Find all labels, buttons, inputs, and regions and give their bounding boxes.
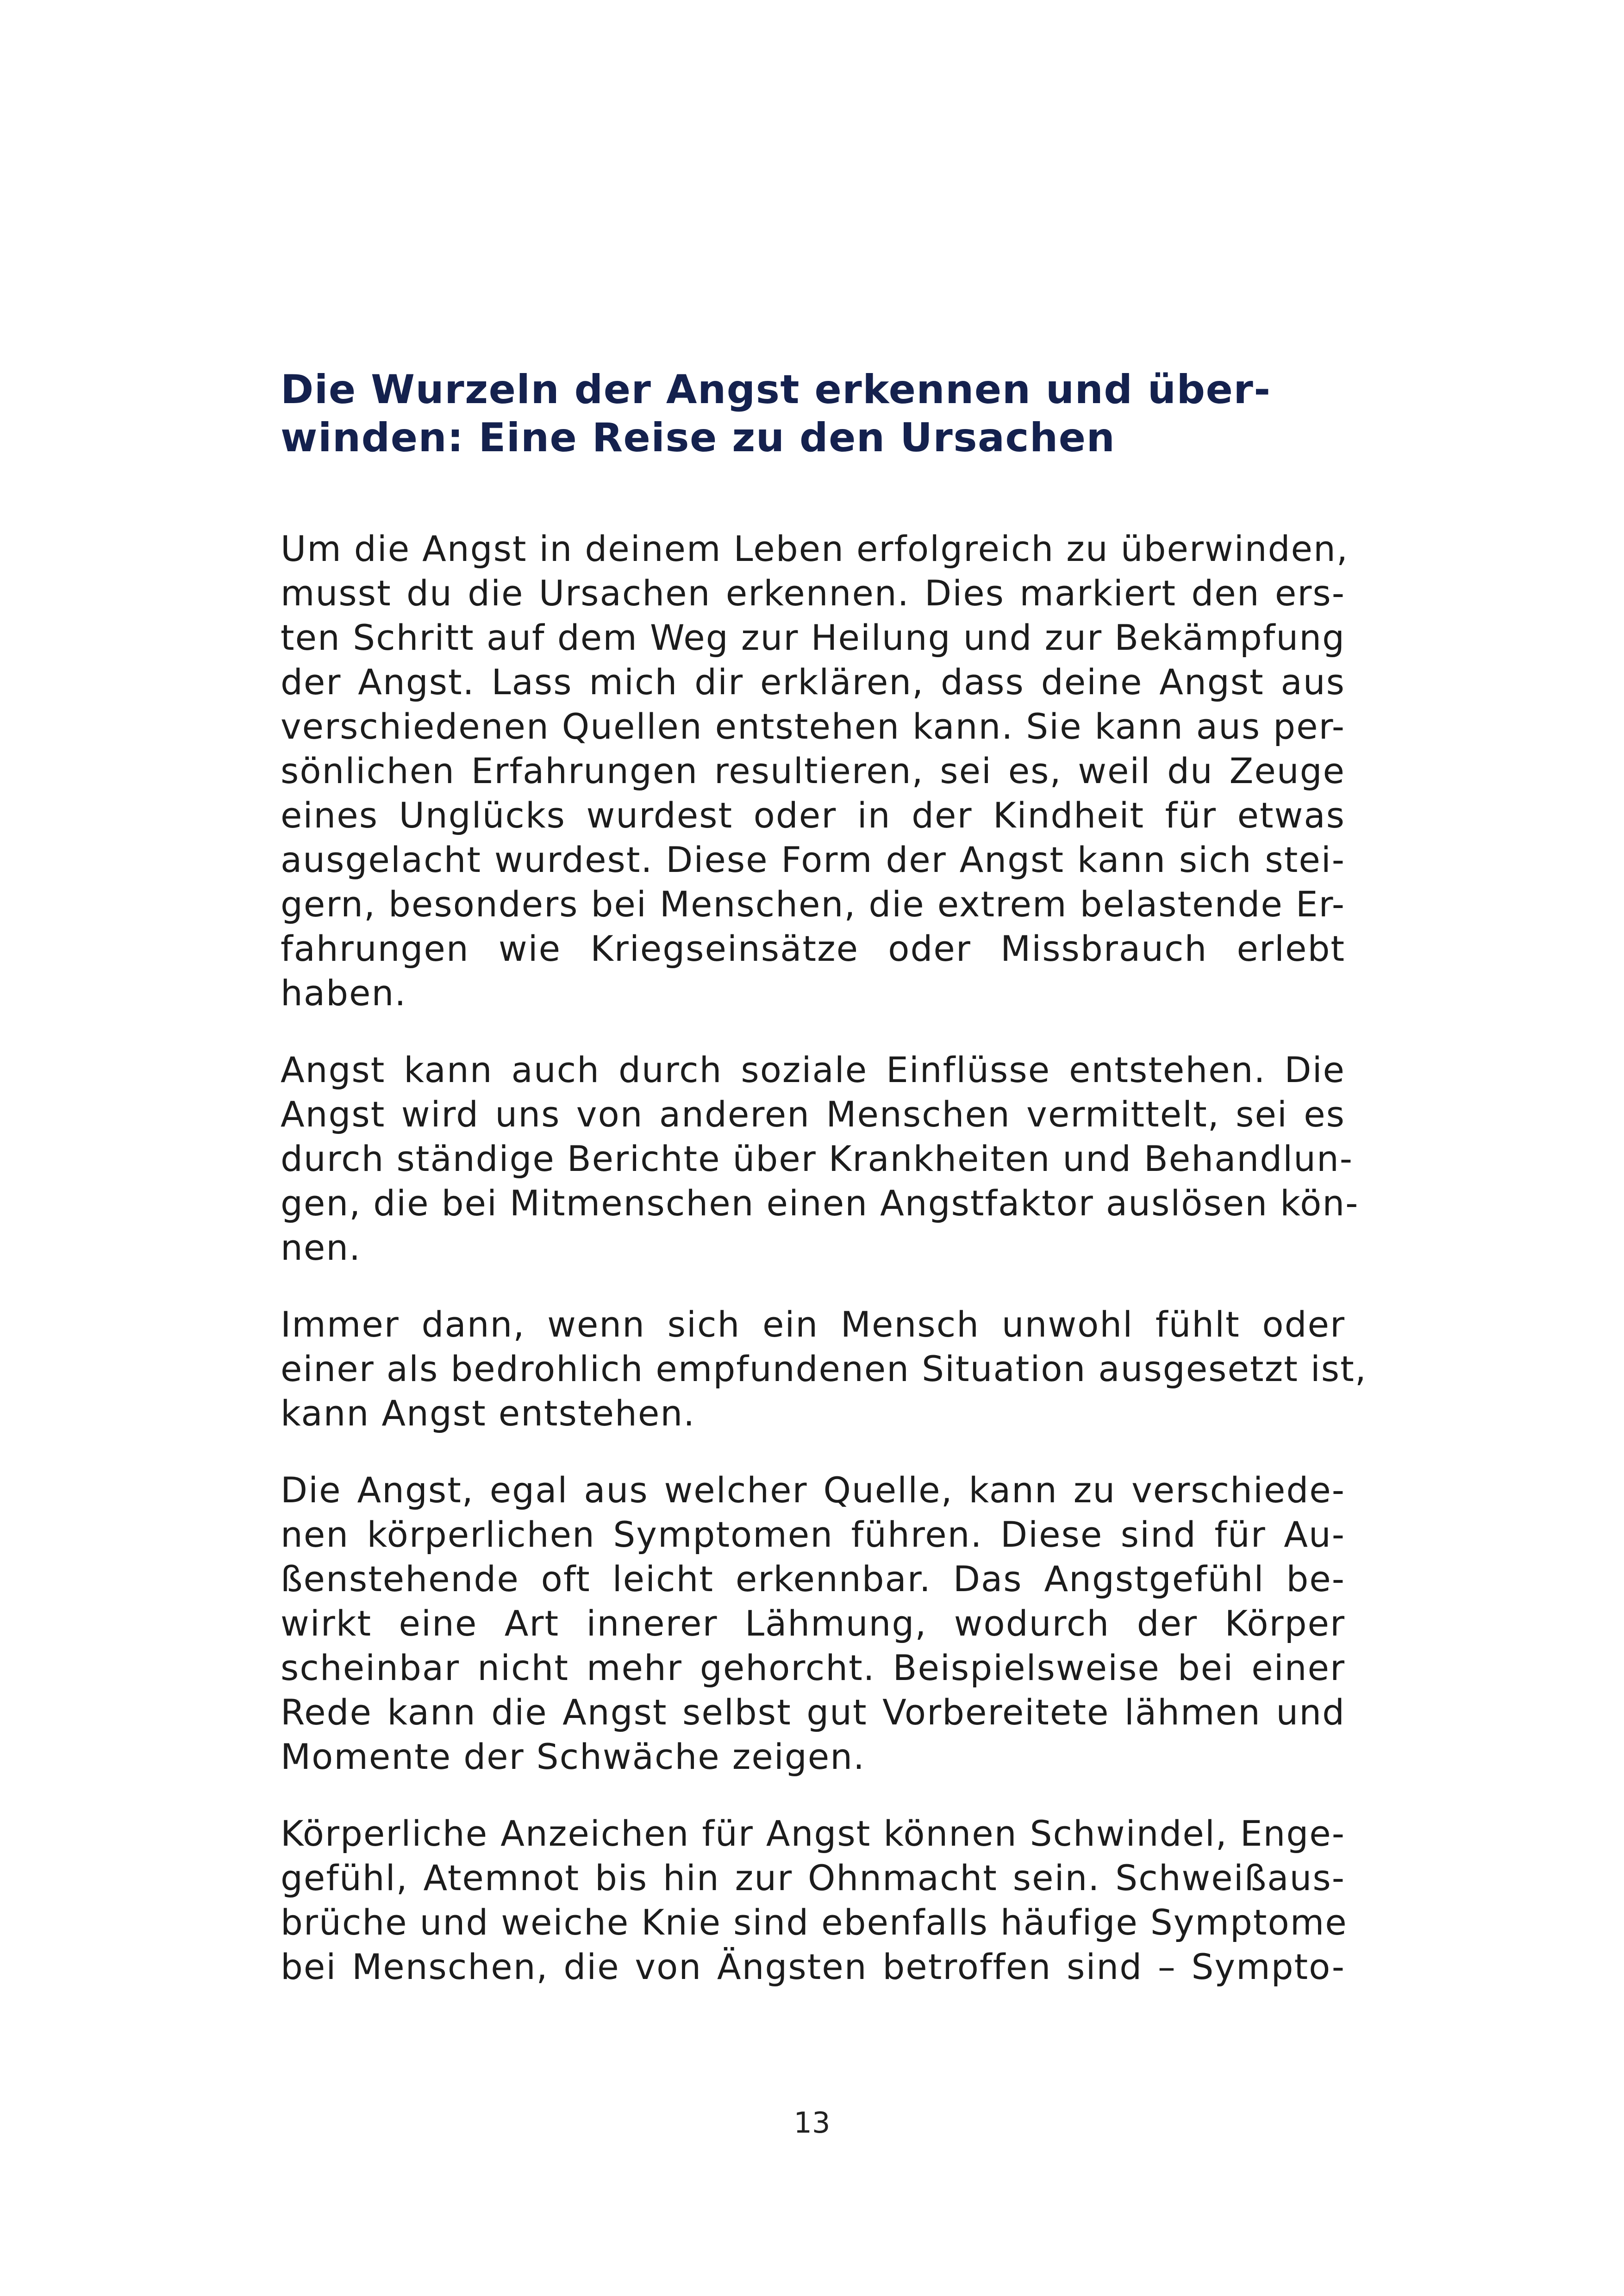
body-paragraph	[281, 527, 1349, 1015]
text-line: kann Angst entstehen.	[281, 1393, 696, 1434]
text-line: musst du die Ursachen erkennen. Dies markiert den ers-	[281, 573, 1345, 614]
body-paragraph	[281, 1048, 1359, 1270]
text-line: Die Angst, egal aus welcher Quelle, kann zu verschiede-	[281, 1470, 1345, 1511]
chapter-heading	[281, 366, 1345, 462]
page-number: 13	[793, 2106, 831, 2140]
heading-line: Die Wurzeln der Angst erkennen und über-	[281, 367, 1271, 413]
text-line: bei Menschen, die von Ängsten betroffen sind – Sympto-	[281, 1947, 1345, 1987]
text-line: Angst wird uns von anderen Menschen vermittelt, sei es	[281, 1094, 1345, 1135]
text-line: ßenstehende oft leicht erkennbar. Das Angstgefühl be-	[281, 1559, 1345, 1599]
text-line: sönlichen Erfahrungen resultieren, sei es, weil du Zeuge	[281, 751, 1345, 791]
text-line: gefühl, Atemnot bis hin zur Ohnmacht sein. Schweißaus-	[281, 1858, 1345, 1898]
body-paragraph	[281, 1468, 1345, 1779]
text-line: wirkt eine Art innerer Lähmung, wodurch der Körper	[281, 1603, 1345, 1644]
text-line: Immer dann, wenn sich ein Mensch unwohl fühlt oder	[281, 1304, 1345, 1345]
page-content	[281, 366, 1367, 1989]
text-line: Momente der Schwäche zeigen.	[281, 1736, 866, 1777]
text-line: haben.	[281, 973, 407, 1014]
text-line: einer als bedrohlich empfundenen Situation ausgesetzt ist,	[281, 1349, 1367, 1389]
heading-line: winden: Eine Reise zu den Ursachen	[281, 415, 1116, 461]
text-line: fahrungen wie Kriegseinsätze oder Missbrauch erlebt	[281, 928, 1345, 969]
body-paragraph	[281, 1811, 1348, 1989]
text-line: Angst kann auch durch soziale Einflüsse entstehen. Die	[281, 1050, 1345, 1090]
text-line: verschiedenen Quellen entstehen kann. Sie kann aus per-	[281, 706, 1345, 747]
text-line: der Angst. Lass mich dir erklären, dass deine Angst aus	[281, 662, 1345, 703]
text-line: brüche und weiche Knie sind ebenfalls häufige Symptome	[281, 1902, 1348, 1943]
text-line: Rede kann die Angst selbst gut Vorbereitete lähmen und	[281, 1692, 1345, 1733]
text-line: ten Schritt auf dem Weg zur Heilung und zur Bekämpfung	[281, 617, 1345, 658]
text-line: ausgelacht wurdest. Diese Form der Angst kann sich stei-	[281, 840, 1345, 880]
text-line: eines Unglücks wurdest oder in der Kindheit für etwas	[281, 795, 1345, 836]
text-line: Körperliche Anzeichen für Angst können Schwindel, Enge-	[281, 1813, 1345, 1854]
text-line: gen, die bei Mitmenschen einen Angstfaktor auslösen kön-	[281, 1183, 1359, 1224]
body-paragraph	[281, 1302, 1367, 1436]
text-line: nen körperlichen Symptomen führen. Diese sind für Au-	[281, 1514, 1345, 1555]
text-line: nen.	[281, 1227, 362, 1268]
text-line: durch ständige Berichte über Krankheiten und Behandlun-	[281, 1139, 1354, 1179]
text-line: gern, besonders bei Menschen, die extrem belastende Er-	[281, 884, 1345, 925]
text-line: scheinbar nicht mehr gehorcht. Beispielsweise bei einer	[281, 1648, 1345, 1688]
text-line: Um die Angst in deinem Leben erfolgreich zu überwinden,	[281, 529, 1349, 569]
